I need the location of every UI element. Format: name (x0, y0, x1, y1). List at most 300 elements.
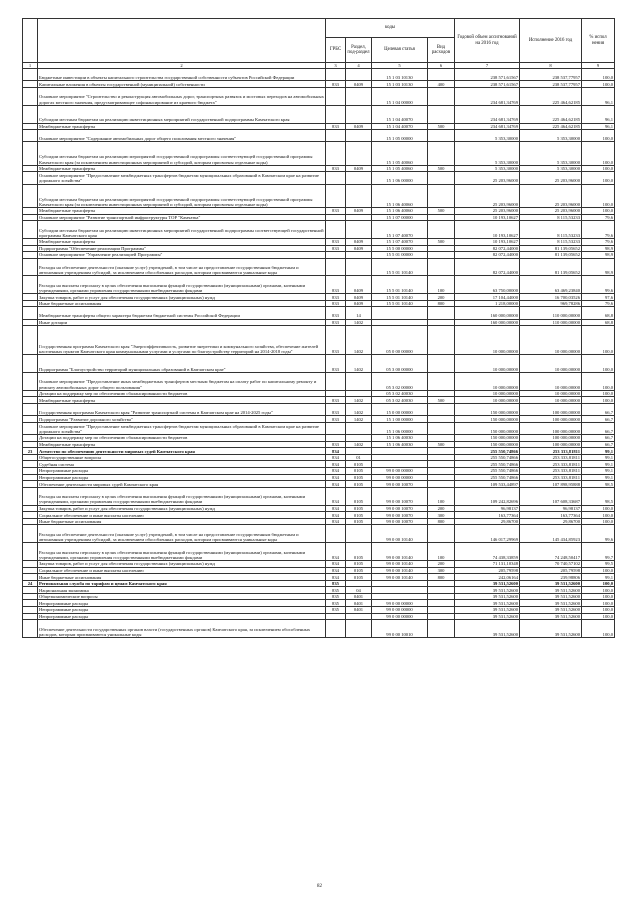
row-execution-amount: 10 000,00000 (520, 373, 582, 391)
row-plan-amount: 82 072,44000 (455, 252, 520, 259)
row-percent: 100,0 (582, 512, 615, 519)
row-razdel: 0105 (346, 518, 372, 525)
row-execution-amount: 100 000,00000 (520, 416, 582, 423)
row-execution-amount: 238 537,77957 (520, 81, 582, 88)
table-body (23, 69, 615, 638)
row-number (23, 142, 38, 165)
row-percent: 98,5 (582, 487, 615, 505)
row-name: Межбюджетные трансферты (38, 207, 326, 214)
row-razdel (346, 613, 372, 620)
row-name: Иные дотации (38, 319, 326, 326)
row-target-article (372, 319, 428, 326)
row-expense-type (428, 607, 455, 614)
table-row (23, 607, 615, 614)
row-percent: 100,0 (582, 355, 615, 373)
row-grbs: 834 (326, 505, 346, 512)
row-number (23, 574, 38, 581)
row-plan-amount: 255 550,74866 (455, 461, 520, 468)
row-percent: 100,0 (582, 326, 615, 355)
row-target-article: 15 1 00 00000 (372, 416, 428, 423)
table-row (23, 319, 615, 326)
row-razdel: 0409 (346, 294, 372, 301)
table-row (23, 300, 615, 307)
table-row (23, 165, 615, 172)
row-plan-amount: 5 353,30000 (455, 165, 520, 172)
row-name: Бюджетные инвестиции в объекты капитального строительства государственной собственности субъектов Российской Федерации (38, 69, 326, 81)
row-plan-amount: 205,79598 (455, 567, 520, 574)
column-number: 1 (23, 63, 38, 69)
row-percent: 96,1 (582, 87, 615, 105)
header-target-article: Целевая статья (372, 38, 428, 63)
table-row (23, 207, 615, 214)
row-execution-amount: 5 353,30000 (520, 130, 582, 142)
page-number: 82 (317, 884, 322, 889)
row-execution-amount: 969,78286 (520, 300, 582, 307)
row-number (23, 207, 38, 214)
row-number (23, 441, 38, 448)
row-name: Государственная программа Камчатского края "Развитие транспортной системы в Камчатском крае на 2014-2025 годы" (38, 404, 326, 416)
row-percent: 79,6 (582, 214, 615, 221)
table-row (23, 69, 615, 81)
row-execution-amount: 16 700,03526 (520, 294, 582, 301)
row-target-article: 15 1 03 10130 (372, 69, 428, 81)
row-number (23, 373, 38, 391)
row-percent: 66,7 (582, 416, 615, 423)
table-row (23, 307, 615, 319)
column-number: 5 (372, 63, 428, 69)
row-target-article: 99 0 00 00000 (372, 474, 428, 481)
row-razdel: 0401 (346, 600, 372, 607)
row-grbs: 833 (326, 81, 346, 88)
row-plan-amount: 1 218,00000 (455, 300, 520, 307)
row-razdel (346, 184, 372, 207)
row-grbs: 833 (326, 238, 346, 245)
row-number (23, 461, 38, 468)
row-plan-amount: 150 000,00000 (455, 404, 520, 416)
budget-execution-table (22, 18, 615, 638)
row-execution-amount: 39 531,52600 (520, 607, 582, 614)
row-razdel: 0105 (346, 512, 372, 519)
row-grbs: 833 (326, 245, 346, 252)
row-razdel: 0401 (346, 607, 372, 614)
row-expense-type (428, 467, 455, 474)
row-execution-amount: 253 333,81811 (520, 448, 582, 455)
row-name: Межбюджетные трансферты (38, 123, 326, 130)
row-number (23, 300, 38, 307)
row-razdel (346, 105, 372, 123)
row-razdel: 14 (346, 307, 372, 319)
row-number (23, 184, 38, 207)
row-execution-amount: 39 531,52600 (520, 593, 582, 600)
row-percent: 96,1 (582, 123, 615, 130)
row-number (23, 481, 38, 488)
row-expense-type (428, 307, 455, 319)
row-target-article: 99 0 00 00000 (372, 467, 428, 474)
row-number (23, 593, 38, 600)
row-expense-type (428, 481, 455, 488)
row-execution-amount: 39 531,52600 (520, 580, 582, 587)
row-execution-amount: 5 353,30000 (520, 142, 582, 165)
row-grbs: 835 (326, 580, 346, 587)
row-number (23, 238, 38, 245)
row-grbs: 834 (326, 512, 346, 519)
row-expense-type (428, 319, 455, 326)
row-name: Основное мероприятие "Управление реализацией Программы" (38, 252, 326, 259)
row-razdel: 0105 (346, 481, 372, 488)
table-row (23, 481, 615, 488)
row-target-article: 05 3 02 40030 (372, 390, 428, 397)
row-number (23, 435, 38, 442)
row-percent: 79,6 (582, 238, 615, 245)
row-percent: 99,1 (582, 461, 615, 468)
row-grbs: 833 (326, 165, 346, 172)
row-target-article: 05 0 00 00000 (372, 326, 428, 355)
table-row (23, 172, 615, 184)
table-row (23, 620, 615, 638)
row-razdel: 1402 (346, 397, 372, 404)
row-target-article: 99 0 00 00000 (372, 613, 428, 620)
row-plan-amount: 10 000,00000 (455, 326, 520, 355)
row-razdel: 04 (346, 587, 372, 594)
row-name: Расходы на обеспечение деятельности (оказание услуг) учреждений, в том числе на предоставление государственным бюджетным и автономным учреждениям субсидий, за исключением обособленных расходов, которым присваиваются уникальные коды (38, 258, 326, 276)
table-row (23, 487, 615, 505)
row-target-article (372, 461, 428, 468)
row-name: Непрограммные расходы (38, 474, 326, 481)
row-execution-amount: 81 139,05652 (520, 245, 582, 252)
row-expense-type (428, 587, 455, 594)
table-row (23, 587, 615, 594)
row-expense-type: 800 (428, 574, 455, 581)
table-row (23, 560, 615, 567)
row-razdel (346, 142, 372, 165)
row-number (23, 245, 38, 252)
row-plan-amount: 74 438,33859 (455, 543, 520, 561)
row-target-article: 15 1 06 40060 (372, 184, 428, 207)
row-expense-type: 500 (428, 397, 455, 404)
row-percent: 100,0 (582, 390, 615, 397)
row-plan-amount: 96,98137 (455, 505, 520, 512)
table-row (23, 580, 615, 587)
row-plan-amount: 5 353,30000 (455, 142, 520, 165)
row-expense-type: 300 (428, 512, 455, 519)
row-target-article: 15 5 01 10140 (372, 258, 428, 276)
row-plan-amount: 82 072,44000 (455, 258, 520, 276)
table-row (23, 404, 615, 416)
row-plan-amount: 160 000,00000 (455, 319, 520, 326)
row-target-article: 99 0 00 10140 (372, 560, 428, 567)
row-plan-amount: 10 000,00000 (455, 397, 520, 404)
row-expense-type (428, 130, 455, 142)
row-percent: 99,6 (582, 276, 615, 294)
column-number: 6 (428, 63, 455, 69)
row-name: Региональная служба по тарифам и ценам Камчатского края (38, 580, 326, 587)
row-name: Межбюджетные трансферты (38, 397, 326, 404)
row-razdel: 0105 (346, 567, 372, 574)
row-percent: 100,0 (582, 607, 615, 614)
row-razdel (346, 620, 372, 638)
row-percent: 100,0 (582, 184, 615, 207)
row-number (23, 355, 38, 373)
row-name: Расходы на обеспечение деятельности (оказание услуг) учреждений, в том числе на предоставление государственным бюджетным и автономным учреждениям субсидий, за исключением обособленных расходов, которым присваиваются уникальные коды (38, 525, 326, 543)
row-target-article: 99 0 00 10070 (372, 505, 428, 512)
row-razdel (346, 172, 372, 184)
row-name: Межбюджетные трансферты (38, 441, 326, 448)
row-grbs: 833 (326, 294, 346, 301)
row-percent: 100,0 (582, 81, 615, 88)
row-grbs: 834 (326, 567, 346, 574)
header-razdel: Раздел, под-раздел (346, 38, 372, 63)
table-row (23, 214, 615, 221)
row-percent: 98,9 (582, 245, 615, 252)
row-execution-amount: 100 000,00000 (520, 435, 582, 442)
column-number: 9 (582, 63, 615, 69)
row-razdel: 0401 (346, 593, 372, 600)
row-percent: 99,6 (582, 525, 615, 543)
row-percent: 96,1 (582, 105, 615, 123)
row-plan-amount: 10 193,10627 (455, 238, 520, 245)
row-name: Общеэкономические вопросы (38, 593, 326, 600)
table-row (23, 390, 615, 397)
table-row (23, 467, 615, 474)
row-execution-amount: 8 115,53233 (520, 238, 582, 245)
row-target-article: 05 3 02 40030 (372, 397, 428, 404)
column-number: 3 (326, 63, 346, 69)
row-expense-type (428, 620, 455, 638)
row-name: Межбюджетные трансферты (38, 165, 326, 172)
row-plan-amount: 146 017,29969 (455, 525, 520, 543)
table-row (23, 567, 615, 574)
row-execution-amount: 205,79598 (520, 567, 582, 574)
table-row (23, 600, 615, 607)
row-expense-type: 800 (428, 300, 455, 307)
row-razdel (346, 252, 372, 259)
row-target-article: 15 1 06 40030 (372, 435, 428, 442)
row-percent: 99,5 (582, 560, 615, 567)
table-row (23, 252, 615, 259)
table-row (23, 416, 615, 423)
row-execution-amount: 110 000,00000 (520, 319, 582, 326)
table-row (23, 441, 615, 448)
row-plan-amount: 238 571,61567 (455, 81, 520, 88)
table-row (23, 105, 615, 123)
row-plan-amount: 29,86700 (455, 518, 520, 525)
row-plan-amount: 234 681,34769 (455, 105, 520, 123)
row-execution-amount: 10 000,00000 (520, 397, 582, 404)
row-grbs (326, 435, 346, 442)
row-grbs: 833 (326, 307, 346, 319)
row-razdel: 0105 (346, 574, 372, 581)
row-name: Основное мероприятие "Строительство и реконструкция автомобильных дорог, транспортных развязок и мостовых переходов на автомобильных дорогах местного значения, предусматривающее софинансирование из краевого бюджета" (38, 87, 326, 105)
row-number (23, 87, 38, 105)
row-target-article: 99 0 00 00000 (372, 607, 428, 614)
row-expense-type: 300 (428, 567, 455, 574)
row-grbs (326, 130, 346, 142)
row-grbs: 834 (326, 448, 346, 455)
row-grbs (326, 105, 346, 123)
row-grbs (326, 172, 346, 184)
row-name: Основное мероприятие "Предоставление межбюджетных трансфертов бюджетам муниципальных образований в Камчатском крае на развитие дорожного хозяйства" (38, 422, 326, 434)
row-number (23, 105, 38, 123)
table-row (23, 142, 615, 165)
row-razdel (346, 525, 372, 543)
row-plan-amount: 25 203,96000 (455, 207, 520, 214)
row-razdel: 0105 (346, 505, 372, 512)
row-target-article: 99 0 00 10140 (372, 567, 428, 574)
row-name: Основное мероприятие "Содержание автомобильных дорог общего пользования местного значения" (38, 130, 326, 142)
row-grbs (326, 214, 346, 221)
row-target-article: 15 1 06 40060 (372, 207, 428, 214)
row-execution-amount: 110 000,00000 (520, 307, 582, 319)
row-execution-amount: 253 333,81811 (520, 467, 582, 474)
row-percent: 97,6 (582, 294, 615, 301)
row-number (23, 587, 38, 594)
row-number (23, 390, 38, 397)
row-number (23, 416, 38, 423)
row-name: Межбюджетные трансферты (38, 238, 326, 245)
row-plan-amount: 17 104,44000 (455, 294, 520, 301)
row-percent: 66,7 (582, 435, 615, 442)
row-target-article: 15 1 07 40070 (372, 221, 428, 239)
row-name: Основное мероприятие "Развитие транспортной инфраструктуры ТОР "Камчатка" (38, 214, 326, 221)
row-execution-amount: 81 139,05652 (520, 258, 582, 276)
row-target-article: 15 1 03 10130 (372, 81, 428, 88)
row-target-article: 99 0 00 10070 (372, 487, 428, 505)
table-row (23, 238, 615, 245)
column-number: 8 (520, 63, 582, 69)
table-row (23, 461, 615, 468)
row-razdel (346, 422, 372, 434)
row-number (23, 69, 38, 81)
row-expense-type: 100 (428, 487, 455, 505)
row-grbs (326, 620, 346, 638)
row-target-article: 99 0 00 10140 (372, 525, 428, 543)
row-plan-amount: 109 533,44897 (455, 481, 520, 488)
row-percent: 100,0 (582, 397, 615, 404)
row-expense-type: 100 (428, 543, 455, 561)
row-grbs: 834 (326, 474, 346, 481)
row-execution-amount: 238 537,77957 (520, 69, 582, 81)
row-grbs: 834 (326, 543, 346, 561)
row-percent: 79,6 (582, 300, 615, 307)
row-execution-amount: 25 203,96000 (520, 172, 582, 184)
row-target-article: 99 0 00 10010 (372, 620, 428, 638)
table-row (23, 474, 615, 481)
row-percent: 98,5 (582, 481, 615, 488)
row-number (23, 525, 38, 543)
row-razdel: 01 (346, 454, 372, 461)
budget-report-page (22, 18, 614, 638)
row-target-article: 15 1 07 00000 (372, 214, 428, 221)
row-execution-amount: 10 000,00000 (520, 390, 582, 397)
row-grbs (326, 184, 346, 207)
row-expense-type (428, 252, 455, 259)
row-percent: 99,7 (582, 543, 615, 561)
table-row (23, 454, 615, 461)
row-number (23, 613, 38, 620)
row-name: Непрограммные расходы (38, 600, 326, 607)
row-grbs: 833 (326, 404, 346, 416)
row-expense-type: 200 (428, 505, 455, 512)
row-grbs: 834 (326, 560, 346, 567)
row-target-article: 99 0 00 10070 (372, 518, 428, 525)
row-expense-type: 800 (428, 518, 455, 525)
row-target-article (372, 587, 428, 594)
row-razdel (346, 87, 372, 105)
row-expense-type (428, 613, 455, 620)
row-plan-amount: 39 531,52600 (455, 587, 520, 594)
row-execution-amount: 253 333,81811 (520, 454, 582, 461)
row-number (23, 123, 38, 130)
row-target-article: 15 5 01 00000 (372, 252, 428, 259)
row-percent: 100,0 (582, 373, 615, 391)
row-razdel: 1402 (346, 326, 372, 355)
row-number: 24 (23, 580, 38, 587)
row-razdel: 0105 (346, 487, 372, 505)
row-execution-amount: 81 139,05652 (520, 252, 582, 259)
row-number (23, 467, 38, 474)
row-grbs (326, 258, 346, 276)
row-name: Субсидии местным бюджетам на реализацию инвестиционных мероприятий государственной подпрограммы соответствующей государственной программы Камчатского края (38, 221, 326, 239)
row-name: Государственная программа Камчатского края "Энергоэффективность, развитие энергетики и коммунального хозяйства, обеспечение жителей населенных пунктов Камчатского края коммунальными услугами и услугами по благоустройству территорий на 2014-2018 годы" (38, 326, 326, 355)
row-name: Иные бюджетные ассигнования (38, 518, 326, 525)
row-execution-amount: 253 333,81811 (520, 474, 582, 481)
row-razdel: 1402 (346, 404, 372, 416)
row-name: Непрограммные расходы (38, 607, 326, 614)
row-grbs: 833 (326, 300, 346, 307)
row-number (23, 172, 38, 184)
row-grbs: 833 (326, 326, 346, 355)
row-plan-amount: 238 571,61567 (455, 69, 520, 81)
row-target-article: 15 1 04 00000 (372, 87, 428, 105)
table-row (23, 87, 615, 105)
row-expense-type (428, 245, 455, 252)
row-percent: 79,6 (582, 221, 615, 239)
row-grbs (326, 422, 346, 434)
table-row (23, 574, 615, 581)
row-grbs: 834 (326, 487, 346, 505)
row-target-article: 15 1 06 40030 (372, 441, 428, 448)
row-target-article: 99 0 00 00000 (372, 600, 428, 607)
row-grbs: 834 (326, 518, 346, 525)
table-row (23, 258, 615, 276)
row-target-article: 99 0 00 10140 (372, 574, 428, 581)
table-row (23, 123, 615, 130)
row-razdel: 1402 (346, 441, 372, 448)
row-expense-type (428, 525, 455, 543)
row-execution-amount: 39 531,52600 (520, 620, 582, 638)
row-plan-amount: 163,77364 (455, 512, 520, 519)
table-row (23, 294, 615, 301)
table-row (23, 355, 615, 373)
row-target-article (372, 454, 428, 461)
row-execution-amount: 8 115,53233 (520, 221, 582, 239)
row-plan-amount: 39 531,52600 (455, 620, 520, 638)
table-row (23, 373, 615, 391)
row-razdel: 0105 (346, 461, 372, 468)
row-grbs: 833 (326, 397, 346, 404)
header-name (38, 19, 326, 63)
row-percent: 100,0 (582, 505, 615, 512)
row-percent: 66,7 (582, 441, 615, 448)
row-expense-type: 500 (428, 123, 455, 130)
row-execution-amount: 25 203,96000 (520, 207, 582, 214)
row-expense-type (428, 69, 455, 81)
row-target-article: 15 5 01 10140 (372, 300, 428, 307)
row-name: Закупка товаров, работ и услуг для обеспечения государственных (муниципальных) нужд (38, 505, 326, 512)
header-num (23, 19, 38, 63)
row-razdel (346, 258, 372, 276)
row-name: Общегосударственные вопросы (38, 454, 326, 461)
